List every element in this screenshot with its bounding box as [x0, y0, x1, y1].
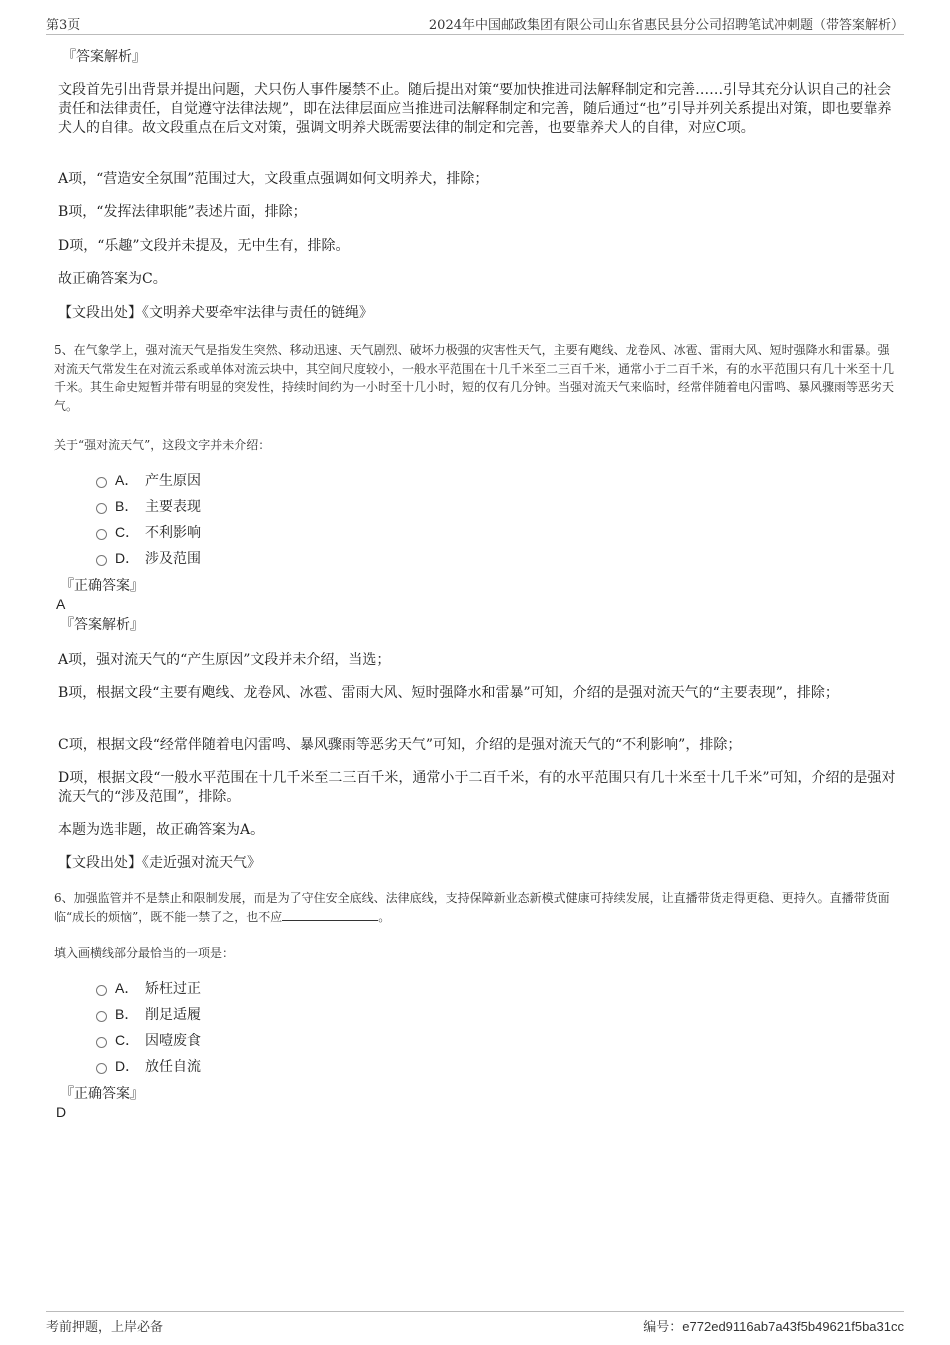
q5-answer: A — [56, 596, 66, 612]
q6-option-b[interactable] — [96, 1004, 201, 1025]
fill-blank — [282, 908, 378, 921]
option-text: 因噎废食 — [145, 1033, 201, 1049]
document-title: 2024年中国邮政集团有限公司山东省惠民县分公司招聘笔试冲刺题（带答案解析） — [428, 18, 904, 33]
q5-analysis-label: 『答案解析』 — [60, 617, 144, 633]
prev-analysis-text: 文段首先引出背景并提出问题，犬只伤人事件屡禁不止。随后提出对策“要加快推进司法解释制定和完善……引导其充分认识自己的社会责任和法律责任，自觉遵守法律法规”，即在法律层面应当推进司法解释制定和完善，随后通过“也”引导并列关系提出对策，即也要靠养犬人的自律。故文段重点在后文对策，强调文明养犬既需要法律的制定和完善，也要靠养犬人的自律，对应C项。 — [58, 82, 892, 136]
prev-analysis-label: 『答案解析』 — [62, 49, 146, 65]
q5-source: 【文段出处】《走近强对流天气》 — [58, 855, 261, 871]
option-text: 产生原因 — [145, 473, 201, 489]
q6-stem — [54, 889, 898, 926]
option-text: 主要表现 — [145, 499, 201, 515]
q5-stem: 5、在气象学上，强对流天气是指发生突然、移动迅速、天气剧烈、破坏力极强的灾害性天气，主要有飑线、龙卷风、冰雹、雷雨大风、短时强降水和雷暴。强对流天气常发生在对流云系或单体对流云块中，其空间尺度较小，一般水平范围在十几千米至二三百千米，通常小于二百千米，有的水平范围只有几十米至十几千米。其生命史短暂并带有明显的突发性，持续时间约为一小时至十几小时，短的仅有几分钟。当强对流天气来临时，经常伴随着电闪雷鸣、暴风骤雨等恶劣天气。 — [54, 343, 895, 413]
prev-conclusion: 故正确答案为C。 — [58, 271, 167, 287]
option-letter: D． — [115, 1058, 140, 1074]
q5-option-a-explanation: A项，强对流天气的“产生原因”文段并未介绍，当选； — [58, 652, 391, 668]
radio-icon[interactable] — [96, 503, 107, 514]
page-number: 第3页 — [46, 18, 81, 33]
option-letter: C． — [115, 1032, 140, 1048]
code-value: e772ed9116ab7a43f5b49621f5ba31cc — [682, 1319, 904, 1334]
radio-icon[interactable] — [96, 1063, 107, 1074]
option-letter: C． — [115, 524, 140, 540]
option-text: 放任自流 — [145, 1059, 201, 1075]
radio-icon[interactable] — [96, 1011, 107, 1022]
option-letter: A． — [115, 980, 139, 996]
q5-option-b-explanation: B项，根据文段“主要有飑线、龙卷风、冰雹、雷雨大风、短时强降水和雷暴”可知，介绍的是强对流天气的“主要表现”，排除； — [58, 685, 839, 701]
q6-stem-text: 6、加强监管并不是禁止和限制发展，而是为了守住安全底线、法律底线，支持保障新业态新模式健康可持续发展，让直播带货走得更稳、更持久。直播带货面临“成长的烦恼”，既不能一禁了之，也不应 — [54, 891, 890, 924]
q5-question: 关于“强对流天气”，这段文字并未介绍： — [54, 438, 271, 452]
prev-source: 【文段出处】《文明养犬要牵牢法律与责任的链绳》 — [58, 305, 373, 321]
q5-option-d-explanation: D项，根据文段“一般水平范围在十几千米至二三百千米，通常小于二百千米，有的水平范围只有几十米至十几千米”可知，介绍的是强对流天气的“涉及范围”，排除。 — [58, 770, 896, 805]
q6-option-a[interactable] — [96, 978, 201, 999]
q5-option-c[interactable] — [96, 522, 201, 543]
q6-answer: D — [56, 1104, 67, 1120]
radio-icon[interactable] — [96, 555, 107, 566]
option-letter: D． — [115, 550, 140, 566]
q5-answer-label: 『正确答案』 — [60, 578, 144, 594]
q5-conclusion: 本题为选非题，故正确答案为A。 — [58, 822, 265, 838]
prev-option-d-explanation: D项，“乐趣”文段并未提及，无中生有，排除。 — [58, 238, 350, 254]
radio-icon[interactable] — [96, 529, 107, 540]
radio-icon[interactable] — [96, 477, 107, 488]
document-code — [643, 1316, 904, 1335]
q5-option-c-explanation: C项，根据文段“经常伴随着电闪雷鸣、暴风骤雨等恶劣天气”可知，介绍的是强对流天气的“不利影响”，排除； — [58, 737, 742, 753]
page-footer — [46, 1311, 904, 1334]
q6-option-c[interactable] — [96, 1030, 201, 1051]
prev-option-a-explanation: A项，“营造安全氛围”范围过大，文段重点强调如何文明养犬，排除； — [58, 171, 489, 187]
q5-option-b[interactable] — [96, 496, 201, 517]
option-text: 涉及范围 — [145, 551, 201, 567]
option-text: 矫枉过正 — [145, 981, 201, 997]
q6-question: 填入画横线部分最恰当的一项是： — [54, 946, 235, 960]
page-header — [46, 12, 904, 35]
radio-icon[interactable] — [96, 1037, 107, 1048]
q6-answer-label: 『正确答案』 — [60, 1086, 144, 1102]
q6-stem-end: 。 — [378, 909, 391, 924]
option-letter: B． — [115, 498, 139, 514]
option-text: 不利影响 — [145, 525, 201, 541]
option-letter: B． — [115, 1006, 139, 1022]
q5-option-d[interactable] — [96, 548, 201, 569]
q5-option-a[interactable] — [96, 470, 201, 491]
footer-slogan: 考前押题，上岸必备 — [46, 1320, 164, 1335]
code-label: 编号： — [643, 1320, 683, 1335]
radio-icon[interactable] — [96, 985, 107, 996]
option-text: 削足适履 — [145, 1007, 201, 1023]
prev-option-b-explanation: B项，“发挥法律职能”表述片面，排除； — [58, 204, 307, 220]
q6-option-d[interactable] — [96, 1056, 201, 1077]
option-letter: A． — [115, 472, 139, 488]
